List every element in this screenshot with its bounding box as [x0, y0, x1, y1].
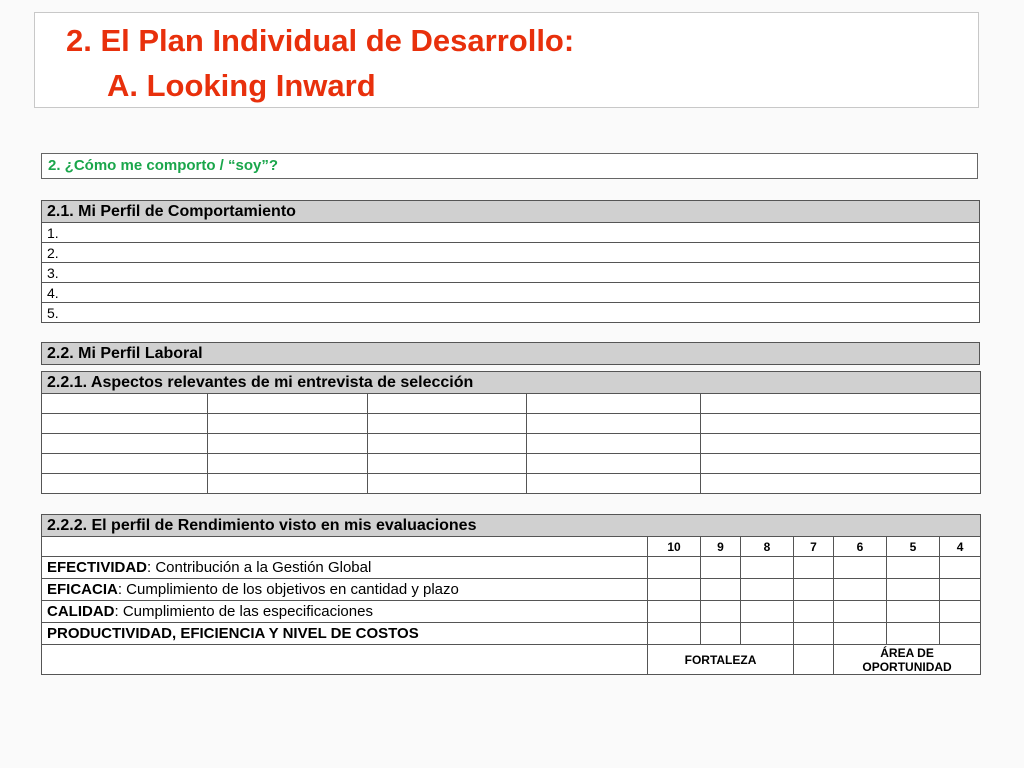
rating-cell[interactable]	[887, 623, 940, 645]
interview-row	[42, 474, 981, 494]
rating-cell[interactable]	[648, 623, 701, 645]
performance-heading: 2.2.2. El perfil de Rendimiento visto en mis evaluaciones	[42, 515, 981, 537]
interview-cell[interactable]	[701, 414, 981, 434]
interview-cell[interactable]	[527, 454, 701, 474]
interview-cell[interactable]	[701, 394, 981, 414]
interview-cell[interactable]	[527, 414, 701, 434]
interview-cell[interactable]	[208, 474, 368, 494]
criterion-row-productividad	[42, 623, 981, 645]
interview-cell[interactable]	[527, 474, 701, 494]
rating-cell[interactable]	[887, 557, 940, 579]
rating-cell[interactable]	[834, 623, 887, 645]
interview-cell[interactable]	[701, 474, 981, 494]
rating-cell[interactable]	[648, 601, 701, 623]
footer-gap-cell	[794, 645, 834, 675]
rating-cell[interactable]	[834, 579, 887, 601]
rating-cell[interactable]	[741, 601, 794, 623]
interview-row	[42, 454, 981, 474]
interview-cell[interactable]	[208, 454, 368, 474]
interview-row	[42, 414, 981, 434]
rating-cell[interactable]	[741, 623, 794, 645]
rating-cell[interactable]	[887, 579, 940, 601]
interview-cell[interactable]	[368, 434, 527, 454]
interview-heading: 2.2.1. Aspectos relevantes de mi entrevista de selección	[42, 372, 981, 394]
strength-label: FORTALEZA	[648, 645, 794, 675]
interview-cell[interactable]	[701, 434, 981, 454]
interview-cell[interactable]	[42, 394, 208, 414]
criterion-row-eficacia	[42, 579, 981, 601]
rating-cell[interactable]	[741, 579, 794, 601]
scale-10: 10	[648, 537, 701, 557]
rating-cell[interactable]	[834, 557, 887, 579]
criterion-label: PRODUCTIVIDAD, EFICIENCIA Y NIVEL DE COSTOS	[42, 623, 648, 645]
section-question: 2. ¿Cómo me comporto / “soy”?	[41, 153, 978, 179]
interview-cell[interactable]	[368, 414, 527, 434]
scale-8: 8	[741, 537, 794, 557]
criterion-row-efectividad	[42, 557, 981, 579]
behavior-item-3[interactable]: 3.	[42, 263, 980, 283]
opportunity-label: ÁREA DE OPORTUNIDAD	[834, 645, 981, 675]
scale-9: 9	[701, 537, 741, 557]
rating-cell[interactable]	[701, 579, 741, 601]
rating-cell[interactable]	[701, 601, 741, 623]
rating-cell[interactable]	[940, 623, 981, 645]
criterion-row-calidad	[42, 601, 981, 623]
interview-cell[interactable]	[42, 434, 208, 454]
performance-footer-row	[42, 645, 981, 675]
rating-cell[interactable]	[701, 557, 741, 579]
interview-cell[interactable]	[42, 414, 208, 434]
interview-cell[interactable]	[368, 454, 527, 474]
footer-blank-cell	[42, 645, 648, 675]
criterion-label: EFECTIVIDAD: Contribución a la Gestión Global	[42, 557, 648, 579]
scale-7: 7	[794, 537, 834, 557]
rating-cell[interactable]	[940, 601, 981, 623]
rating-cell[interactable]	[794, 623, 834, 645]
rating-cell[interactable]	[648, 579, 701, 601]
title-box	[34, 12, 979, 108]
behavior-profile-heading: 2.1. Mi Perfil de Comportamiento	[42, 201, 980, 223]
performance-table	[41, 514, 981, 675]
behavior-item-4[interactable]: 4.	[42, 283, 980, 303]
interview-cell[interactable]	[527, 434, 701, 454]
criterion-label: EFICACIA: Cumplimiento de los objetivos en cantidad y plazo	[42, 579, 648, 601]
rating-cell[interactable]	[794, 601, 834, 623]
behavior-item-5[interactable]: 5.	[42, 303, 980, 323]
interview-cell[interactable]	[42, 474, 208, 494]
rating-cell[interactable]	[834, 601, 887, 623]
rating-cell[interactable]	[887, 601, 940, 623]
rating-cell[interactable]	[940, 579, 981, 601]
behavior-profile-table	[41, 200, 980, 323]
rating-cell[interactable]	[741, 557, 794, 579]
interview-row	[42, 434, 981, 454]
interview-cell[interactable]	[368, 394, 527, 414]
scale-5: 5	[887, 537, 940, 557]
scale-6: 6	[834, 537, 887, 557]
page-title-line1: 2. El Plan Individual de Desarrollo:	[66, 23, 575, 58]
rating-cell[interactable]	[701, 623, 741, 645]
rating-cell[interactable]	[648, 557, 701, 579]
rating-cell[interactable]	[940, 557, 981, 579]
interview-cell[interactable]	[208, 434, 368, 454]
interview-row	[42, 394, 981, 414]
scale-4: 4	[940, 537, 981, 557]
page-title-line2: A. Looking Inward	[107, 68, 376, 103]
behavior-item-1[interactable]: 1.	[42, 223, 980, 243]
interview-cell[interactable]	[42, 454, 208, 474]
performance-scale-row	[42, 537, 981, 557]
interview-cell[interactable]	[701, 454, 981, 474]
interview-cell[interactable]	[208, 414, 368, 434]
criterion-label: CALIDAD: Cumplimiento de las especificaciones	[42, 601, 648, 623]
interview-table	[41, 371, 981, 494]
rating-cell[interactable]	[794, 557, 834, 579]
scale-blank-cell	[42, 537, 648, 557]
interview-cell[interactable]	[527, 394, 701, 414]
work-profile-heading: 2.2. Mi Perfil Laboral	[42, 343, 980, 365]
rating-cell[interactable]	[794, 579, 834, 601]
behavior-item-2[interactable]: 2.	[42, 243, 980, 263]
work-profile-table	[41, 342, 980, 365]
interview-cell[interactable]	[208, 394, 368, 414]
interview-cell[interactable]	[368, 474, 527, 494]
